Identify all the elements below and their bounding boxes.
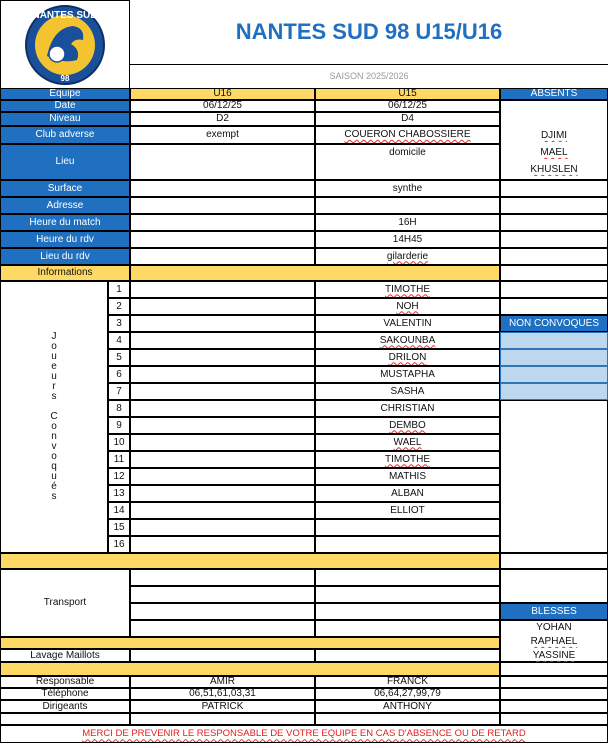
transport-a-3 — [130, 603, 315, 620]
telephone-label: Téléphone — [0, 688, 130, 700]
niveau-label: Niveau — [0, 112, 130, 126]
transport-a-4 — [130, 620, 315, 637]
logo-top-text: NANTES SUD — [32, 9, 98, 21]
team-b-player — [315, 519, 500, 536]
team-b-player: SASHA — [315, 383, 500, 400]
team-b-player: WAEL — [315, 434, 500, 451]
player-number: 15 — [108, 519, 130, 536]
separator-band — [0, 637, 500, 649]
right-extra-cell — [500, 298, 608, 315]
transport-b-3 — [315, 603, 500, 620]
player-number: 7 — [108, 383, 130, 400]
absent-name: MAEL — [540, 147, 568, 158]
team-a-player — [130, 366, 315, 383]
team-b-player: MUSTAPHA — [315, 366, 500, 383]
footer-message: MERCI DE PREVENIR LE RESPONSABLE DE VOTRE EQUIPE EN CAS D'ABSENCE OU DE RETARD — [0, 725, 608, 743]
transport-b-1 — [315, 569, 500, 586]
team-a-player — [130, 485, 315, 502]
transport-b-4 — [315, 620, 500, 637]
blank-row — [500, 713, 608, 725]
team-b-header: U15 — [315, 88, 500, 100]
joueurs-label-char: s — [51, 391, 57, 402]
blesse-name: YOHAN — [536, 622, 572, 633]
team-a-dirigeants: PATRICK — [130, 700, 315, 713]
joueurs-label-cell — [0, 281, 108, 553]
absents-extra-cell — [500, 180, 608, 197]
joueurs-label-char: o — [51, 341, 57, 352]
non-convoque-slot — [500, 349, 608, 366]
logo-bottom-text: 98 — [60, 73, 70, 83]
joueurs-label-char: u — [51, 351, 57, 362]
team-a-player — [130, 400, 315, 417]
joueurs-label-char: q — [51, 461, 57, 472]
player-number: 12 — [108, 468, 130, 485]
right-blank-area — [500, 400, 608, 553]
transport-label: Transport — [0, 569, 130, 637]
non-convoques-header: NON CONVOQUES — [500, 315, 608, 332]
separator-band — [0, 553, 500, 569]
joueurs-label-char: v — [51, 441, 57, 452]
player-number: 13 — [108, 485, 130, 502]
adresse-label: Adresse — [0, 197, 130, 214]
right-extra-cell — [500, 662, 608, 676]
team-a-header: U16 — [130, 88, 315, 100]
team-a-player — [130, 468, 315, 485]
team-a-player — [130, 315, 315, 332]
team-a-player — [130, 434, 315, 451]
player-number: 6 — [108, 366, 130, 383]
joueurs-label-char: u — [51, 371, 57, 382]
lavage-label: Lavage Maillots — [0, 649, 130, 662]
transport-b-2 — [315, 586, 500, 603]
team-a-responsable: AMIR — [130, 676, 315, 688]
joueurs-label-char: C — [50, 411, 58, 422]
joueurs-label-char: é — [51, 481, 57, 492]
team-a-adresse — [130, 197, 315, 214]
heure-match-label: Heure du match — [0, 214, 130, 231]
right-extra-cell — [500, 700, 608, 713]
team-a-player — [130, 349, 315, 366]
absents-extra-cell — [500, 214, 608, 231]
team-a-player — [130, 417, 315, 434]
joueurs-label-char: n — [51, 431, 57, 442]
team-a-player — [130, 536, 315, 553]
team-b-player: ALBAN — [315, 485, 500, 502]
team-b-player: VALENTIN — [315, 315, 500, 332]
right-extra-cell — [500, 281, 608, 298]
joueurs-label-char: r — [52, 381, 56, 392]
absent-name: KHUSLEN — [530, 164, 578, 175]
season-label: SAISON 2025/2026 — [329, 70, 409, 81]
team-b-lavage — [315, 649, 500, 662]
non-convoque-slot — [500, 366, 608, 383]
team-a-lavage — [130, 649, 315, 662]
lieu-label: Lieu — [0, 144, 130, 180]
team-b-player: TIMOTHE — [315, 281, 500, 298]
club-logo — [15, 4, 115, 86]
player-number: 14 — [108, 502, 130, 519]
team-b-heure-rdv: 14H45 — [315, 231, 500, 248]
absents-header: ABSENTS — [500, 88, 608, 100]
dirigeants-label: Dirigeants — [0, 700, 130, 713]
team-b-telephone: 06,64,27,99,79 — [315, 688, 500, 700]
team-a-player — [130, 298, 315, 315]
team-b-lieu — [315, 144, 500, 180]
player-number: 4 — [108, 332, 130, 349]
lieu-rdv-label: Lieu du rdv — [0, 248, 130, 265]
club-label: Club adverse — [0, 126, 130, 144]
separator-band — [0, 662, 500, 676]
equipe-label: Equipe — [0, 88, 130, 100]
team-b-player: TIMOTHE — [315, 451, 500, 468]
team-a-club: exempt — [130, 126, 315, 144]
joueurs-label-char: u — [51, 471, 57, 482]
team-a-heure-match — [130, 214, 315, 231]
player-number: 9 — [108, 417, 130, 434]
blank-row — [130, 713, 315, 725]
team-b-player: DEMBO — [315, 417, 500, 434]
right-extra-cell — [500, 553, 608, 569]
informations-band — [130, 265, 500, 281]
team-b-club: COUERON CHABOSSIERE — [315, 126, 500, 144]
team-a-lieu — [130, 144, 315, 180]
team-a-telephone: 06,51,61,03,31 — [130, 688, 315, 700]
blank-row — [315, 713, 500, 725]
absents-extra-cell — [500, 231, 608, 248]
blesse-name: RAPHAEL — [530, 636, 578, 647]
right-extra-cell — [500, 569, 608, 603]
team-b-player: ELLIOT — [315, 502, 500, 519]
player-number: 2 — [108, 298, 130, 315]
team-a-player — [130, 502, 315, 519]
team-b-adresse — [315, 197, 500, 214]
team-b-lieu-rdv: gilarderie — [315, 248, 500, 265]
player-number: 5 — [108, 349, 130, 366]
page-title: NANTES SUD 98 U15/U16 — [235, 19, 503, 44]
team-b-player: DRILON — [315, 349, 500, 366]
player-number: 8 — [108, 400, 130, 417]
absents-extra-cell — [500, 248, 608, 265]
team-a-niveau: D2 — [130, 112, 315, 126]
joueurs-convoques-label — [50, 332, 57, 502]
team-b-player: MATHIS — [315, 468, 500, 485]
team-a-player — [130, 332, 315, 349]
player-number: 3 — [108, 315, 130, 332]
team-b-player: CHRISTIAN — [315, 400, 500, 417]
right-extra-cell — [500, 688, 608, 700]
informations-label: Informations — [0, 265, 130, 281]
joueurs-label-char: s — [51, 491, 57, 502]
player-number: 11 — [108, 451, 130, 468]
team-b-responsable: FRANCK — [315, 676, 500, 688]
team-a-surface — [130, 180, 315, 197]
team-b-player: SAKOUNBA — [315, 332, 500, 349]
team-b-player — [315, 536, 500, 553]
transport-a-2 — [130, 586, 315, 603]
player-number: 10 — [108, 434, 130, 451]
title-divider — [130, 64, 608, 65]
blank-row — [0, 713, 130, 725]
team-b-lieu-value: domicile — [389, 147, 426, 158]
team-a-player — [130, 451, 315, 468]
team-a-lieu-rdv — [130, 248, 315, 265]
joueurs-label-char: o — [51, 451, 57, 462]
transport-a-1 — [130, 569, 315, 586]
surface-label: Surface — [0, 180, 130, 197]
non-convoque-slot — [500, 383, 608, 400]
team-b-player: NOH — [315, 298, 500, 315]
team-b-niveau: D4 — [315, 112, 500, 126]
joueurs-label-char: e — [51, 361, 57, 372]
joueurs-label-char: o — [51, 421, 57, 432]
joueurs-label-char: J — [51, 331, 57, 342]
responsable-label: Responsable — [0, 676, 130, 688]
player-number: 1 — [108, 281, 130, 298]
logo-cell — [0, 0, 130, 89]
team-a-heure-rdv — [130, 231, 315, 248]
date-label: Date — [0, 100, 130, 112]
absent-name: DJIMI — [540, 130, 568, 141]
absents-extra-cell — [500, 265, 608, 281]
team-b-dirigeants: ANTHONY — [315, 700, 500, 713]
non-convoque-slot — [500, 332, 608, 349]
team-b-surface: synthe — [315, 180, 500, 197]
blesses-header: BLESSES — [500, 603, 608, 620]
absents-extra-cell — [500, 197, 608, 214]
team-a-player — [130, 519, 315, 536]
team-a-player — [130, 281, 315, 298]
team-a-player — [130, 383, 315, 400]
team-a-date: 06/12/25 — [130, 100, 315, 112]
blesse-name: YASSINE — [532, 650, 576, 661]
player-number: 16 — [108, 536, 130, 553]
team-b-heure-match: 16H — [315, 214, 500, 231]
right-extra-cell — [500, 676, 608, 688]
team-b-date: 06/12/25 — [315, 100, 500, 112]
heure-rdv-label: Heure du rdv — [0, 231, 130, 248]
